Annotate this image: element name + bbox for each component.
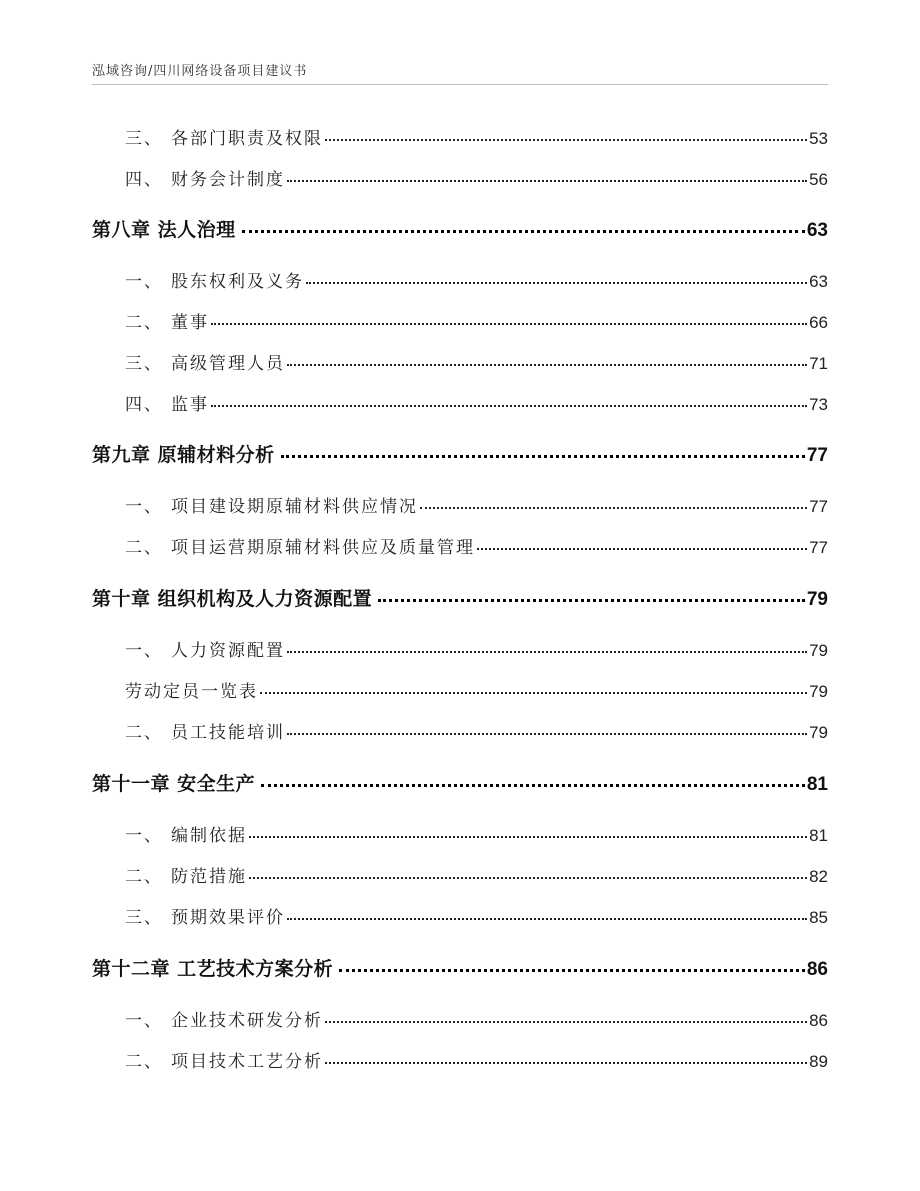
dot-leader — [249, 836, 807, 838]
dot-leader — [281, 455, 805, 458]
toc-entry-title: 项目运营期原辅材料供应及质量管理 — [171, 538, 475, 558]
toc-entry-section[interactable] — [125, 1006, 828, 1031]
toc-chapter-title: 第十一章 安全生产 — [92, 773, 256, 795]
toc-entry-number: 四、 — [125, 170, 163, 190]
toc-entry-title: 各部门职责及权限 — [171, 129, 323, 149]
toc-entry-section[interactable] — [125, 862, 828, 887]
toc-chapter-title: 第九章 原辅材料分析 — [92, 444, 275, 466]
toc-entry-page: 53 — [809, 129, 828, 148]
toc-entry-page: 77 — [806, 445, 828, 466]
toc-entry-section[interactable] — [125, 349, 828, 374]
dot-leader — [211, 323, 807, 325]
toc-entry-page: 81 — [809, 826, 828, 845]
toc-entry-page: 85 — [809, 908, 828, 927]
toc-entry-chapter[interactable] — [92, 584, 828, 611]
toc-entry-number: 三、 — [125, 129, 163, 149]
toc-entry-chapter[interactable] — [92, 440, 828, 467]
page-header: 泓域咨询/四川网络设备项目建议书 — [92, 64, 308, 79]
dot-leader — [477, 548, 807, 550]
toc-entry-title: 高级管理人员 — [171, 354, 285, 374]
toc-entry-section[interactable] — [125, 267, 828, 292]
toc-entry-page: 63 — [806, 220, 828, 241]
toc-chapter-title: 第十二章 工艺技术方案分析 — [92, 958, 334, 980]
toc-entry-section[interactable] — [125, 636, 828, 661]
toc-entry-page: 66 — [809, 313, 828, 332]
toc-entry-chapter[interactable] — [92, 769, 828, 796]
toc-entry-page: 86 — [809, 1011, 828, 1030]
toc-entry-title: 企业技术研发分析 — [171, 1011, 323, 1031]
toc-entry-page: 73 — [809, 395, 828, 414]
toc-entry-page: 79 — [809, 641, 828, 660]
toc-entry-number: 一、 — [125, 641, 163, 661]
toc-entry-section[interactable] — [125, 677, 828, 702]
toc-entry-chapter[interactable] — [92, 954, 828, 981]
toc-entry-page: 56 — [809, 170, 828, 189]
toc-entry-number: 一、 — [125, 1011, 163, 1031]
dot-leader — [325, 139, 807, 141]
toc-entry-title: 董事 — [171, 313, 209, 333]
toc-entry-number: 一、 — [125, 497, 163, 517]
toc-entry-page: 79 — [809, 682, 828, 701]
toc-entry-number: 二、 — [125, 723, 163, 743]
toc-entry-page: 77 — [809, 538, 828, 557]
dot-leader — [287, 918, 807, 920]
dot-leader — [287, 364, 807, 366]
toc-entry-number: 三、 — [125, 354, 163, 374]
toc-entry-page: 79 — [809, 723, 828, 742]
toc-chapter-title: 第八章 法人治理 — [92, 219, 236, 241]
toc-entry-title: 财务会计制度 — [171, 170, 285, 190]
toc-chapter-title: 第十章 组织机构及人力资源配置 — [92, 588, 373, 610]
dot-leader — [325, 1062, 807, 1064]
dot-leader — [339, 969, 805, 972]
dot-leader — [211, 405, 807, 407]
toc-entry-title: 员工技能培训 — [171, 723, 285, 743]
toc-entry-section[interactable] — [125, 1047, 828, 1072]
toc-entry-title: 监事 — [171, 395, 209, 415]
toc-entry-section[interactable] — [125, 533, 828, 558]
toc-entry-page: 81 — [806, 774, 828, 795]
toc-entry-number: 三、 — [125, 908, 163, 928]
toc-entry-number: 二、 — [125, 538, 163, 558]
toc-entry-page: 86 — [806, 959, 828, 980]
toc-entry-title: 劳动定员一览表 — [125, 682, 258, 702]
toc-entry-page: 79 — [806, 589, 828, 610]
toc-entry-number: 四、 — [125, 395, 163, 415]
toc-entry-number: 二、 — [125, 867, 163, 887]
header-divider — [92, 84, 828, 85]
toc-entry-section[interactable] — [125, 821, 828, 846]
toc-entry-number: 一、 — [125, 272, 163, 292]
toc-entry-title: 预期效果评价 — [171, 908, 285, 928]
dot-leader — [287, 651, 807, 653]
toc-entry-section[interactable] — [125, 492, 828, 517]
toc-entry-section[interactable] — [125, 903, 828, 928]
toc-entry-title: 人力资源配置 — [171, 641, 285, 661]
toc-entry-page: 77 — [809, 497, 828, 516]
toc-entry-section[interactable] — [125, 308, 828, 333]
toc-entry-page: 63 — [809, 272, 828, 291]
toc-entry-title: 防范措施 — [171, 867, 247, 887]
toc-entry-page: 82 — [809, 867, 828, 886]
toc-entry-title: 编制依据 — [171, 826, 247, 846]
dot-leader — [242, 230, 805, 233]
toc-entry-section[interactable] — [125, 165, 828, 190]
dot-leader — [260, 692, 807, 694]
toc-entry-number: 二、 — [125, 313, 163, 333]
toc-entry-section[interactable] — [125, 718, 828, 743]
dot-leader — [306, 282, 807, 284]
dot-leader — [420, 507, 807, 509]
toc-entry-number: 二、 — [125, 1052, 163, 1072]
toc-entry-title: 项目技术工艺分析 — [171, 1052, 323, 1072]
toc-entry-section[interactable] — [125, 390, 828, 415]
dot-leader — [325, 1021, 807, 1023]
dot-leader — [261, 784, 805, 787]
toc-entry-title: 项目建设期原辅材料供应情况 — [171, 497, 418, 517]
dot-leader — [378, 599, 805, 602]
toc-entry-page: 89 — [809, 1052, 828, 1071]
dot-leader — [287, 180, 807, 182]
toc-entry-section[interactable] — [125, 124, 828, 149]
dot-leader — [287, 733, 807, 735]
toc-entry-number: 一、 — [125, 826, 163, 846]
toc-entry-title: 股东权利及义务 — [171, 272, 304, 292]
dot-leader — [249, 877, 807, 879]
toc-entry-page: 71 — [809, 354, 828, 373]
toc-entry-chapter[interactable] — [92, 215, 828, 242]
